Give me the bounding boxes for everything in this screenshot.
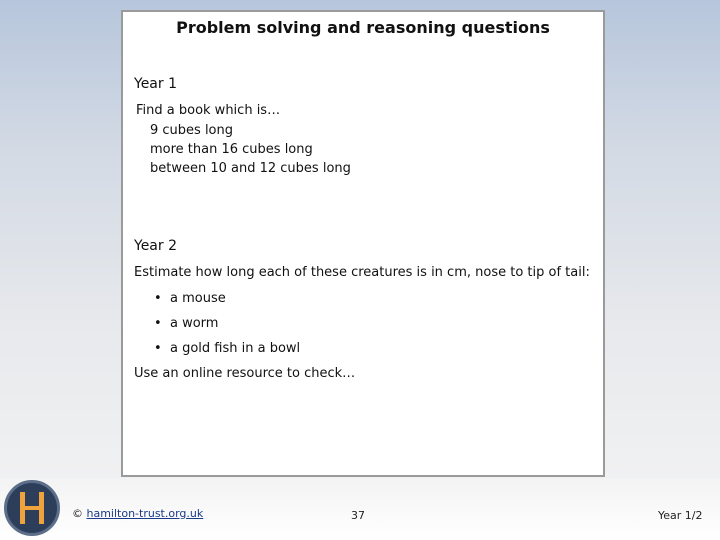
year2-heading: Year 2 <box>134 238 177 254</box>
year2-bullet-item <box>154 291 226 306</box>
page-number: 37 <box>351 509 365 522</box>
bullet-text: a gold fish in a bowl <box>170 341 301 356</box>
bullet-text: a worm <box>170 316 219 331</box>
year2-bullet-item <box>154 341 300 356</box>
year1-item: between 10 and 12 cubes long <box>150 161 351 176</box>
year1-intro: Find a book which is… <box>136 103 281 118</box>
hamilton-trust-link[interactable]: hamilton-trust.org.uk <box>86 507 204 520</box>
year1-item: 9 cubes long <box>150 123 234 138</box>
bullet-dot-icon: • <box>154 341 162 356</box>
bullet-dot-icon: • <box>154 291 162 306</box>
year2-intro: Estimate how long each of these creatures is in cm, nose to tip of tail: <box>134 265 590 280</box>
year-label: Year 1/2 <box>658 509 703 522</box>
bullet-dot-icon: • <box>154 316 162 331</box>
bullet-text: a mouse <box>170 291 226 306</box>
content-card <box>121 10 605 477</box>
year2-outro: Use an online resource to check… <box>134 366 356 381</box>
year2-bullet-item <box>154 316 218 331</box>
copyright-symbol: © <box>72 507 83 520</box>
page-title: Problem solving and reasoning questions <box>176 18 550 37</box>
logo-letter-h <box>20 492 44 524</box>
footer-copyright <box>72 507 203 520</box>
year1-heading: Year 1 <box>134 76 177 92</box>
year1-item: more than 16 cubes long <box>150 142 313 157</box>
hamilton-h-logo-icon <box>4 480 60 536</box>
